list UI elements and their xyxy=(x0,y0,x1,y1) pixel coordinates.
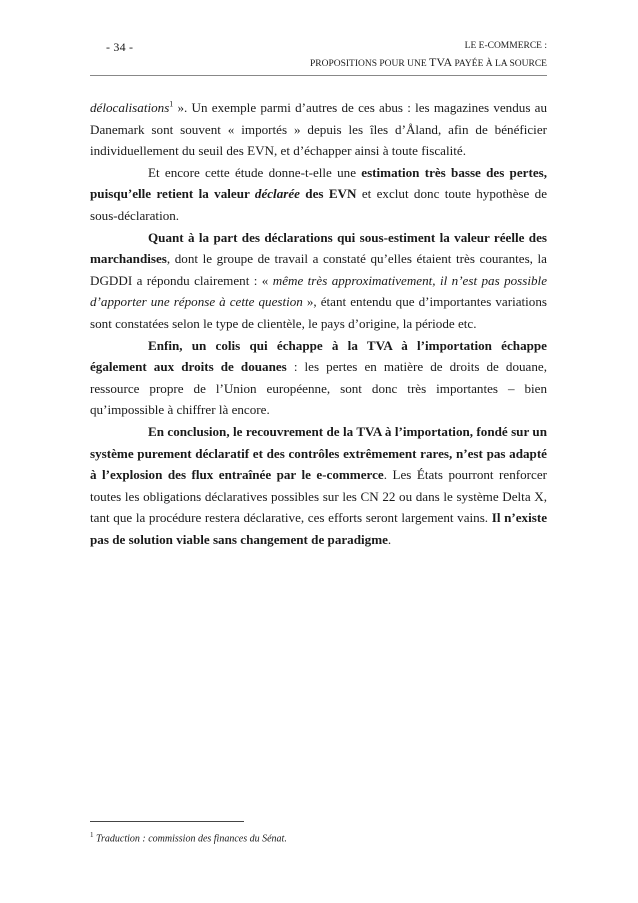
running-title xyxy=(310,38,547,72)
p1-text: ». Un exemple parmi d’autres de ces abus : les magazines vendus au Danemark sont souvent « importés » depuis les îles d’Åland, afin de bénéficier individuellement du seuil des EVN, et d’échapper ainsi à toute fiscalité. xyxy=(90,100,547,159)
running-title-line-2 xyxy=(310,54,547,72)
p4-text-b: : les pertes en matière de droits de douane, ressource propre de l’Union européenne, sont donc très importantes – bien qu’impossible à chiffrer là encore. xyxy=(90,359,548,418)
p2-bold-d: des EVN xyxy=(299,186,357,202)
running-title-line-1: LE E-COMMERCE : xyxy=(464,41,547,51)
paragraph-4 xyxy=(90,335,547,421)
running-title-part-c: PAYÉE À LA SOURCE xyxy=(452,59,547,69)
p5-bold-a: En conclusion, le recouvrement de la TVA à l’importation, fondé sur un système purement déclaratif et des contrôles extrêmement rares, n’est pas adapté à l’explosion des flux entraînée par le e-commerce xyxy=(90,423,547,483)
p5-bold-c: Il n’existe pas de solution viable sans changement de paradigme xyxy=(90,510,548,547)
p3-italic-quote: même très approximativement, il n’est pas possible d’apporter une réponse à cette question xyxy=(90,272,548,310)
footnote-1 xyxy=(90,831,287,844)
paragraph-2 xyxy=(90,162,547,227)
footnote-text: Traduction : commission des finances du Sénat. xyxy=(93,833,287,845)
paragraph-5 xyxy=(90,421,547,551)
footnote-marker: 1 xyxy=(90,831,94,839)
running-title-tva: TVA xyxy=(429,55,453,69)
p5-text-d: . xyxy=(387,531,392,547)
paragraph-3 xyxy=(90,227,547,335)
p5-text-b: . Les États pourront renforcer toutes les obligations déclaratives possibles sur les CN 22 ou dans le système Delta X, tant que la procédure restera déclarative, ces efforts seront largement vains. xyxy=(90,467,547,526)
p2-text-e: et exclut donc toute hypothèse de sous-déclaration. xyxy=(90,186,548,223)
header-rule xyxy=(90,75,547,76)
p3-text-b: , dont le groupe de travail a constaté qu’elles étaient très courantes, la DGDDI a répondu clairement : « xyxy=(90,251,547,288)
footnote-rule xyxy=(90,821,244,822)
p3-bold-a: Quant à la part des déclarations qui sous-estiment la valeur réelle des marchandises xyxy=(90,229,547,267)
p4-bold-a: Enfin, un colis qui échappe à la TVA à l’importation échappe également aux droits de douanes xyxy=(90,337,547,375)
footnote-ref-1[interactable]: 1 xyxy=(169,99,174,109)
p2-text-a: Et encore cette étude donne-t-elle une xyxy=(148,164,362,180)
body-text xyxy=(90,97,547,550)
paragraph-1 xyxy=(90,97,547,162)
p3-text-d: », étant entendu que d’importantes variations sont constatées selon le type de clientèle, le pays d’origine, la période etc. xyxy=(90,294,547,331)
page-number: - 34 - xyxy=(106,40,134,54)
p2-bold-italic: déclarée xyxy=(254,186,300,202)
p1-italic: délocalisations xyxy=(90,100,170,115)
p2-bold-b: estimation très basse des pertes, puisqu’elle retient la valeur xyxy=(90,164,547,202)
running-title-part-a: PROPOSITIONS POUR UNE xyxy=(309,59,430,69)
